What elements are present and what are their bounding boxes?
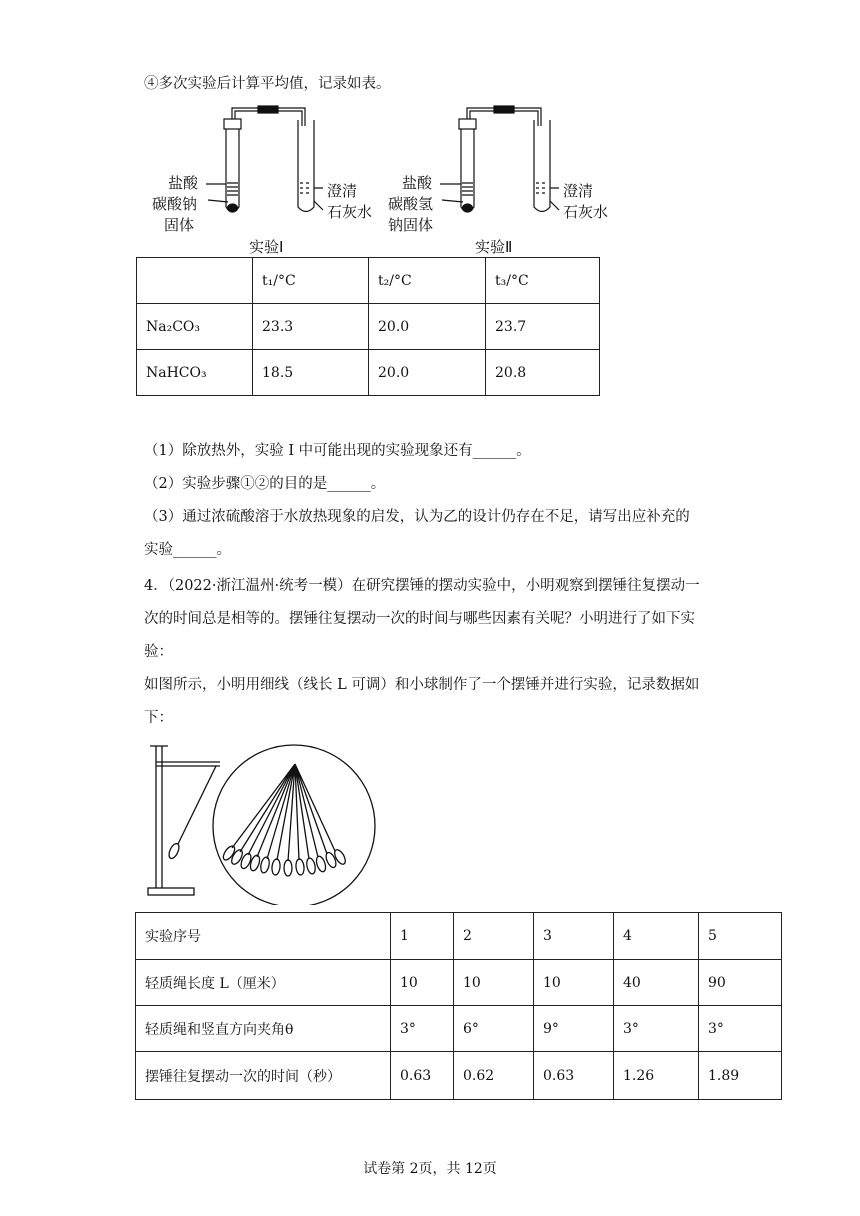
step4-text: ④多次实验后计算平均值，记录如表。 (144, 76, 391, 92)
table-row (136, 1052, 782, 1100)
apparatus-exp2 (440, 106, 559, 212)
table-row (136, 1006, 782, 1052)
table-cell: 0.63 (391, 1052, 454, 1100)
table-cell: 3 (534, 913, 614, 960)
table-row (136, 960, 782, 1006)
problem4-line2: 次的时间总是相等的。摆锤往复摆动一次的时间与哪些因素有关呢？小明进行了如下实 (144, 611, 695, 627)
table-cell: 23.7 (486, 304, 600, 350)
table-cell: 6° (454, 1006, 534, 1052)
table-cell: 20.8 (486, 350, 600, 396)
table-row (137, 350, 600, 396)
apparatus-exp1 (206, 106, 323, 212)
table-cell: Na₂CO₃ (137, 304, 253, 350)
table-header-t3: t₃/°C (486, 258, 600, 304)
question-1: （1）除放热外，实验 I 中可能出现的实验现象还有______。 (144, 443, 531, 459)
table-cell: 0.63 (534, 1052, 614, 1100)
table-cell (137, 258, 253, 304)
exp2-label-limewater: 石灰水 (563, 203, 609, 221)
table-cell: 轻质绳长度 L（厘米） (136, 960, 391, 1006)
table-cell: 10 (454, 960, 534, 1006)
temperature-table (136, 257, 600, 396)
table-cell: 1.89 (699, 1052, 782, 1100)
table-row (137, 304, 600, 350)
question-3-line2: 实验______。 (144, 542, 231, 558)
table-cell: 实验序号 (136, 913, 391, 960)
table-cell: 90 (699, 960, 782, 1006)
exp2-label-solid: 钠固体 (388, 216, 434, 234)
table-header-t1: t₁/°C (253, 258, 369, 304)
table-cell: 3° (699, 1006, 782, 1052)
table-cell: 4 (614, 913, 699, 960)
table-row (136, 913, 782, 960)
question-2: （2）实验步骤①②的目的是______。 (144, 476, 386, 492)
table-cell: 40 (614, 960, 699, 1006)
table-cell: 轻质绳和竖直方向夹角θ (136, 1006, 391, 1052)
pendulum-strings (221, 764, 347, 876)
table-cell: 3° (391, 1006, 454, 1052)
table-cell: 2 (454, 913, 534, 960)
exp1-caption: 实验Ⅰ (249, 238, 284, 256)
table-cell: 10 (534, 960, 614, 1006)
exp1-label-limewater: 石灰水 (327, 203, 373, 221)
table-cell: 1.26 (614, 1052, 699, 1100)
table-cell: 3° (614, 1006, 699, 1052)
table-cell: 摆锤往复摆动一次的时间（秒） (136, 1052, 391, 1100)
table-cell: 20.0 (369, 350, 486, 396)
exp1-label-hcl: 盐酸 (168, 174, 199, 192)
question-3-line1: （3）通过浓硫酸溶于水放热现象的启发，认为乙的设计仍存在不足，请写出应补充的 (144, 509, 690, 525)
exp1-label-solid: 固体 (164, 216, 195, 234)
figure-pendulum (140, 740, 470, 905)
table-cell: 23.3 (253, 304, 369, 350)
problem4-line3: 验： (144, 644, 173, 660)
problem4-line1: 4．（2022·浙江温州·统考一模）在研究摆锤的摆动实验中，小明观察到摆锤往复摆动一 (144, 578, 700, 594)
exp1-label-clear: 澄清 (327, 182, 358, 200)
exp2-label-clear: 澄清 (563, 182, 594, 200)
pendulum-table (135, 912, 782, 1100)
exp1-label-na2co3: 碳酸钠 (152, 195, 198, 213)
table-cell: 5 (699, 913, 782, 960)
table-cell: 0.62 (454, 1052, 534, 1100)
table-cell: NaHCO₃ (137, 350, 253, 396)
table-cell: 10 (391, 960, 454, 1006)
exp2-label-nahco3: 碳酸氢 (388, 195, 434, 213)
table-cell: 1 (391, 913, 454, 960)
table-cell: 18.5 (253, 350, 369, 396)
table-cell: 20.0 (369, 304, 486, 350)
problem4-line4: 如图所示，小明用细线（线长 L 可调）和小球制作了一个摆锤并进行实验，记录数据如 (144, 677, 700, 693)
table-row (137, 258, 600, 304)
table-header-t2: t₂/°C (369, 258, 486, 304)
page-footer: 试卷第 2页，共 12页 (363, 1161, 497, 1177)
problem4-line5: 下： (144, 710, 173, 726)
exp2-caption: 实验Ⅱ (475, 238, 513, 256)
exp2-label-hcl: 盐酸 (402, 174, 433, 192)
table-cell: 9° (534, 1006, 614, 1052)
